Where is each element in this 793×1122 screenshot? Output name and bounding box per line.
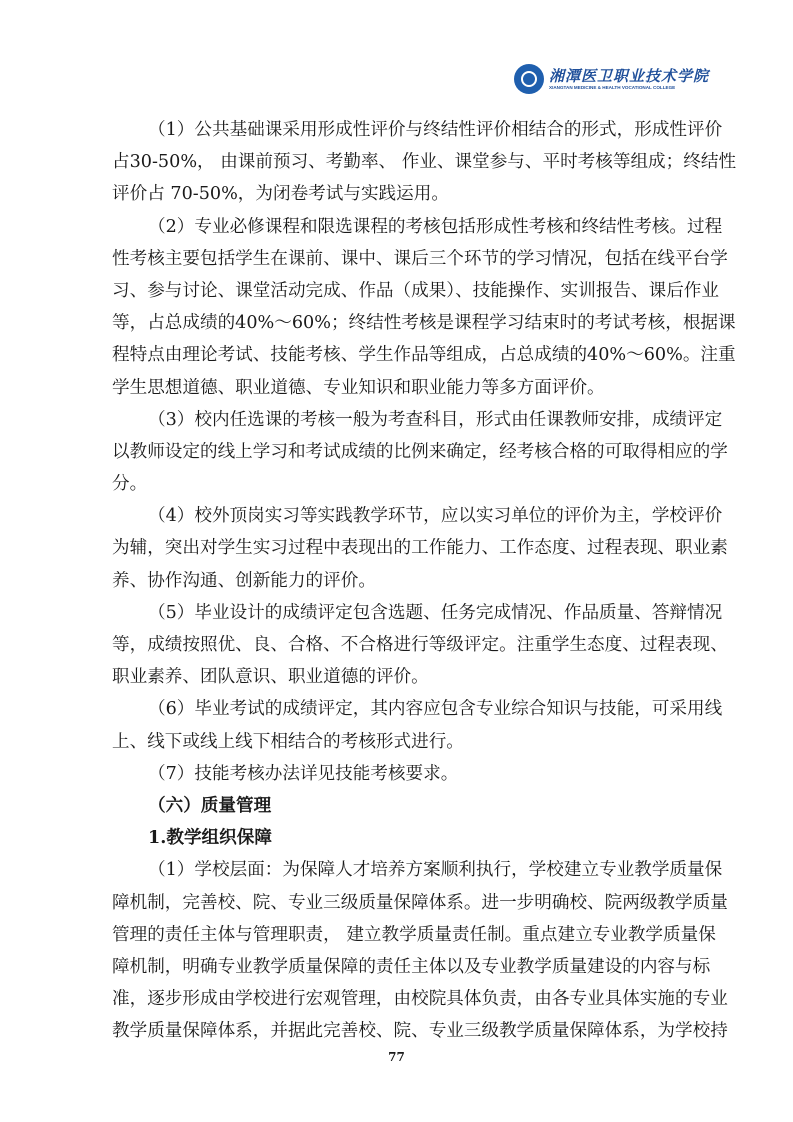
paragraph [112, 500, 728, 597]
document-body [112, 114, 737, 1047]
text-line: 习、参与讨论、课堂活动完成、作品（成果）、技能操作、实训报告、课后作业 [112, 280, 719, 301]
text-line: 养、协作沟通、创新能力的评价。 [112, 570, 376, 591]
paragraph [112, 114, 737, 211]
text-line: 学生思想道德、职业道德、专业知识和职业能力等多方面评价。 [112, 377, 605, 398]
text-line: 性考核主要包括学生在课前、课中、课后三个环节的学习情况，包括在线平台学 [112, 248, 728, 269]
text-line: （六）质量管理 [148, 794, 272, 816]
paragraph [112, 211, 736, 404]
text-line: 管理的责任主体与管理职责， 建立教学质量责任制。重点建立专业教学质量保 [112, 924, 716, 945]
text-line: 以教师设定的线上学习和考试成绩的比例来确定，经考核合格的可取得相应的学 [112, 441, 728, 462]
paragraph [112, 693, 723, 757]
text-line: （6）毕业考试的成绩评定，其内容应包含专业综合知识与技能，可采用线 [148, 699, 723, 720]
text-line: 上、线下或线上线下相结合的考核形式进行。 [112, 731, 464, 752]
text-line: 等，成绩按照优、良、合格、不合格进行等级评定。注重学生态度、过程表现、 [112, 635, 728, 655]
text-line: 障机制，明确专业教学质量保障的责任主体以及专业教学质量建设的内容与标 [112, 956, 711, 977]
logo-english-name: XIANGTAN MEDICINE & HEALTH VOCATIONAL COLLEGE [549, 84, 676, 90]
college-seal-icon [514, 64, 544, 94]
text-line: （7）技能考核办法详见技能考核要求。 [148, 763, 459, 784]
section-heading [112, 822, 684, 854]
text-line: 评价占 70-50%，为闭卷考试与实践运用。 [112, 184, 449, 205]
text-line: 1.教学组织保障 [148, 827, 272, 849]
text-line: （5）毕业设计的成绩评定包含选题、任务完成情况、作品质量、答辩情况 [148, 602, 723, 623]
text-line: （1）公共基础课采用形成性评价与终结性评价相结合的形式，形成性评价 [148, 120, 723, 140]
text-line: （4）校外顶岗实习等实践教学环节，应以实习单位的评价为主，学校评价 [148, 506, 723, 527]
text-line: 占30-50%， 由课前预习、考勤率、 作业、课堂参与、平时考核等组成；终结性 [112, 152, 737, 173]
text-line: （2）专业必修课程和限选课程的考核包括形成性考核和终结性考核。过程 [148, 216, 723, 237]
paragraph [112, 854, 728, 1047]
text-line: 准，逐步形成由学校进行宏观管理，由校院具体负责，由各专业具体实施的专业 [112, 989, 728, 1010]
text-line: （1）学校层面：为保障人才培养方案顺利执行，学校建立专业教学质量保 [148, 860, 723, 881]
text-line: 程特点由理论考试、技能考核、学生作品等组成，占总成绩的40%～60%。注重 [112, 345, 736, 366]
text-line: 障机制，完善校、院、专业三级质量保障体系。进一步明确校、院两级教学质量 [112, 892, 728, 913]
text-line: 分。 [112, 474, 148, 495]
text-line: 为辅，突出对学生实习过程中表现出的工作能力、工作态度、过程表现、职业素 [112, 538, 728, 559]
text-line: 职业素养、团队意识、职业道德的评价。 [112, 667, 429, 688]
page-number: 77 [388, 1050, 405, 1064]
college-logo [514, 64, 709, 94]
paragraph [112, 597, 728, 694]
paragraph [112, 404, 728, 501]
text-line: （3）校内任选课的考核一般为考查科目，形式由任课教师安排，成绩评定 [148, 409, 723, 430]
text-line: 教学质量保障体系，并据此完善校、院、专业三级教学质量保障体系，为学校持 [112, 1021, 728, 1042]
text-line: 等，占总成绩的40%～60%；终结性考核是课程学习结束时的考试考核，根据课 [112, 313, 736, 334]
logo-chinese-name: 湘潭医卫职业技术学院 [549, 66, 710, 85]
section-heading [112, 790, 684, 822]
paragraph [112, 758, 684, 790]
